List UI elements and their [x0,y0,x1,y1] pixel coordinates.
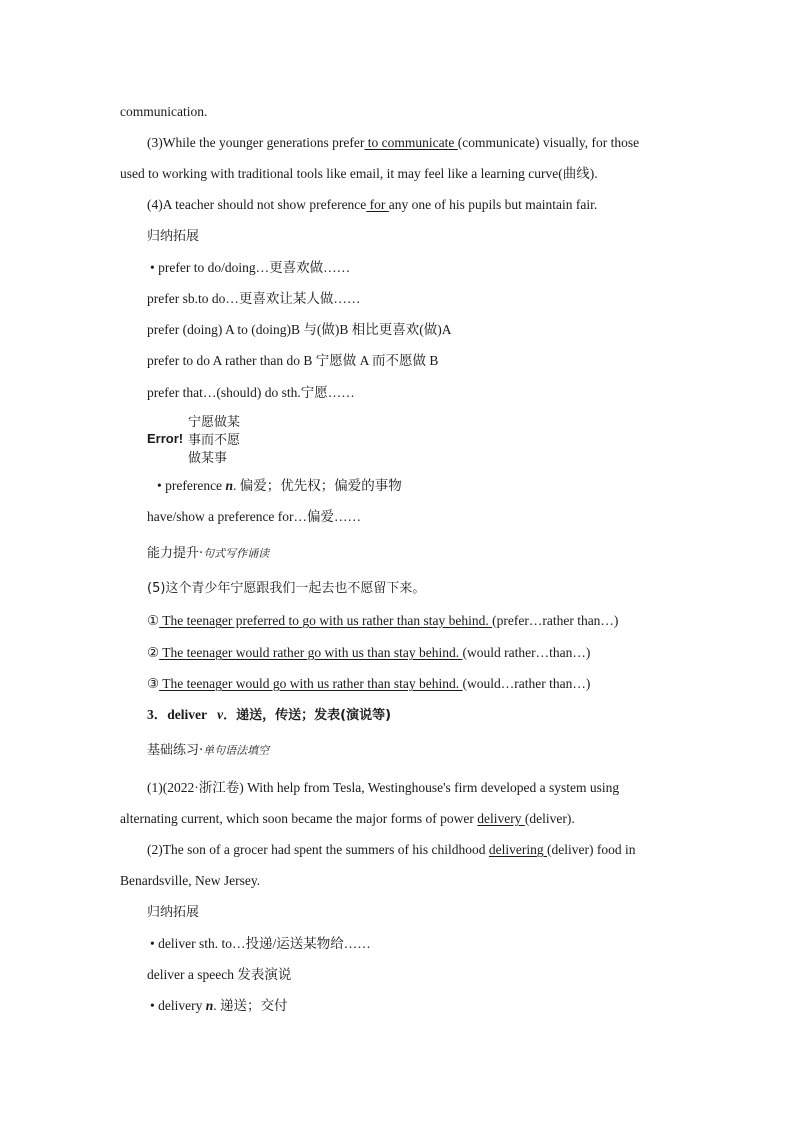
usage-item: prefer that…(should) do sth.宁愿…… [147,385,355,400]
usage-item: deliver a speech 发表演说 [147,967,292,982]
section-heading: 基础练习·单句语法填空 [147,743,270,758]
usage-item: • delivery n. 递送；交付 [150,998,288,1013]
usage-item: • deliver sth. to…投递/运送某物给…… [150,936,371,951]
question-5: (5)这个青少年宁愿跟我们一起去也不愿留下来。 [147,581,426,596]
answer-blank: for [366,197,389,212]
answer-blank: delivery [477,811,525,826]
text-line: used to working with traditional tools like email, it may feel like a learning curve(曲线). [120,166,598,181]
text-line: communication. [120,104,208,119]
word-entry-heading: 3．deliver v．递送，传送；发表(演说等) [147,707,392,723]
usage-item: prefer to do A rather than do B 宁愿做 A 而不愿做 B [147,353,439,368]
text-line: alternating current, which soon became the major forms of power delivery (deliver). [120,811,575,826]
answer-blank: to communicate [364,135,458,150]
section-heading: 归纳拓展 [147,229,200,244]
sentence-4: (4)A teacher should not show preference for any one of his pupils but maintain fair. [147,197,598,212]
sentence-3: (3)While the younger generations prefer to communicate (communicate) visually, for those [147,135,640,150]
answer-3: ③ The teenager would go with us rather than stay behind. (would…rather than…) [147,676,591,691]
answer-1: ① The teenager preferred to go with us rather than stay behind. (prefer…rather than…) [147,613,619,628]
usage-item: have/show a preference for…偏爱…… [147,509,362,524]
exercise-2: (2)The son of a grocer had spent the summers of his childhood delivering (deliver) food in [147,842,636,857]
exercise-1: (1)(2022·浙江卷) With help from Tesla, Westinghouse's firm developed a system using [147,780,620,795]
section-heading: 归纳拓展 [147,905,200,920]
text-line: Benardsville, New Jersey. [120,873,261,888]
error-label: Error! [147,431,184,446]
usage-item: prefer (doing) A to (doing)B 与(做)B 相比更喜欢(做)A [147,322,452,337]
usage-item: prefer sb.to do…更喜欢让某人做…… [147,291,361,306]
answer-2: ② The teenager would rather go with us than stay behind. (would rather…than…) [147,645,591,660]
answer-blank: delivering [488,842,548,857]
usage-item: • prefer to do/doing…更喜欢做…… [150,260,351,275]
usage-item: • preference n. 偏爱；优先权；偏爱的事物 [157,478,402,493]
section-heading: 能力提升·句式写作诵读 [147,546,270,561]
